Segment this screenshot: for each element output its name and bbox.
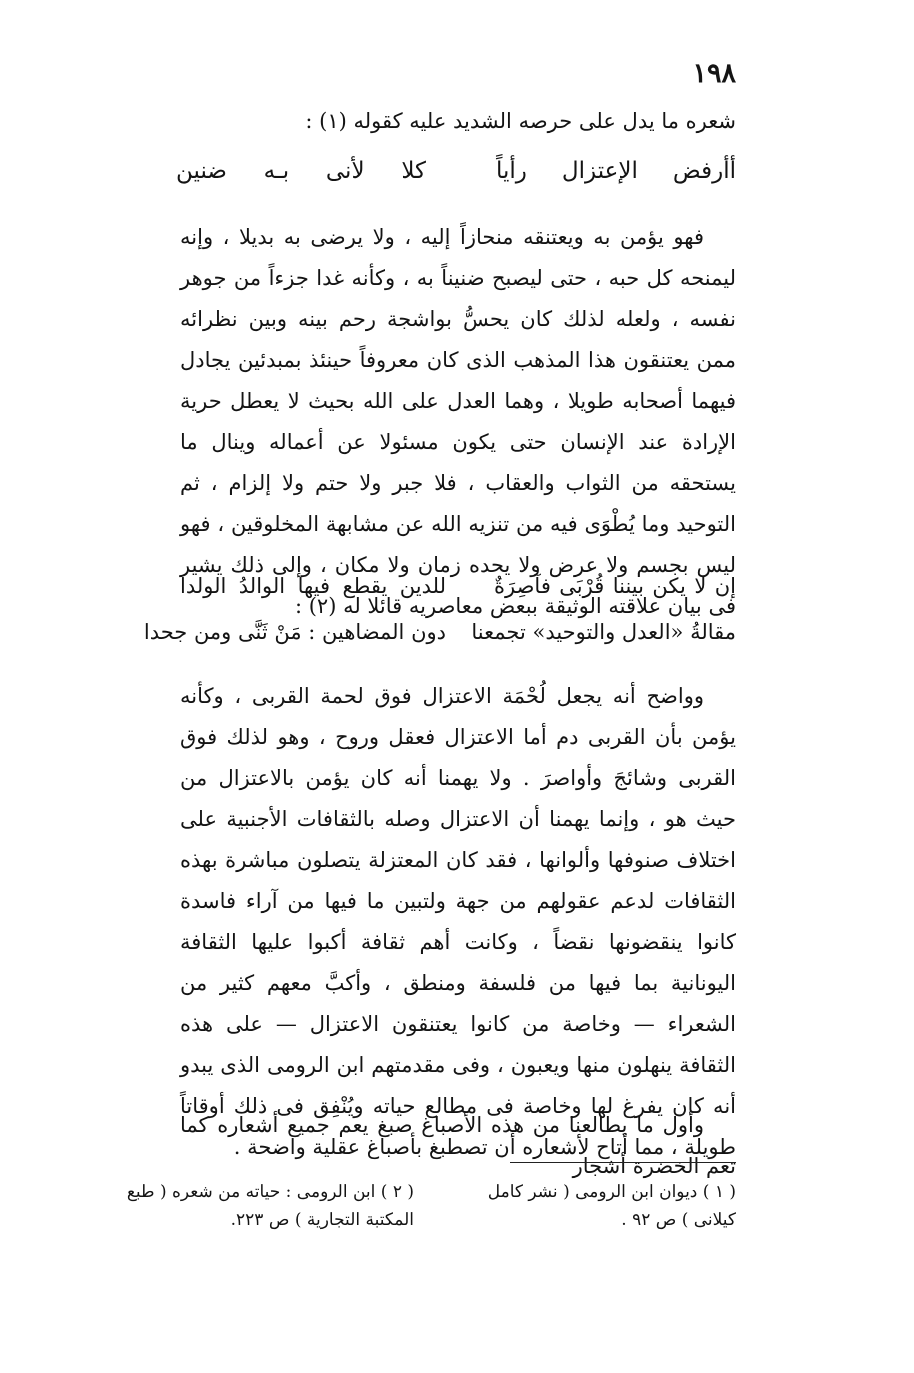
verse-2-line-2-hemistich-1: مقالةُ «العدل والتوحيد» تجمعنا — [471, 620, 736, 644]
verse-1-hemistich-1: أأرفض الإعتزال رأياً — [496, 158, 736, 184]
verse-1 — [176, 158, 736, 198]
verse-1-hemistich-2: كلا لأنى بـه ضنين — [176, 158, 426, 184]
paragraph-3-text: وأول ما يطالعنا من هذه الأصباغ صبغ يعم جميع أشعاره كما تعم الخضرة أشجار — [180, 1113, 736, 1178]
footnote-divider — [510, 1162, 736, 1163]
verse-2-line-2-hemistich-2: دون المضاهين : مَنْ ثَنَّى ومن جحدا — [143, 620, 446, 644]
verse-2 — [143, 574, 736, 666]
footnote-2: ( ٢ ) ابن الرومى : حياته من شعره ( طبع المكتبة التجارية ) ص ٢٢٣. — [126, 1182, 414, 1230]
verse-2-line-2 — [143, 620, 736, 666]
paragraph-1-text: فهو يؤمن به ويعتنقه منحازاً إليه ، ولا يرضى به بديلا ، وإنه ليمنحه كل حبه ، حتى ليصبح ضنيناً به ، وكأنه غدا جزءاً من جوهر نفسه ، ولعله لذلك كان يحسُّ بواشجة رحم بينه وبين نظرائه ممن يعتنقون هذا المذهب الذى كان معروفاً حينئذ بمبدئين يجادل فيهما أصحابه طويلا ، وهما العدل على الله بحيث لا يعطل حرية الإرادة عند الإنسان حتى يكون مسئولا عن أعماله وينال ما يستحقه من الثواب والعقاب ، فلا جبر ولا حتم ولا إلزام ، ثم التوحيد وما يُطْوَى فيه من تنزيه الله عن مشابهة المخلوقين ، فهو ليس بجسم ولا عرض ولا يحده زمان ولا مكان ، وإلى ذلك يشير فى بيان علاقته الوثيقة ببعض معاصريه قائلا له (٢) : — [180, 225, 736, 618]
verse-2-line-1-hemistich-2: للدين يقطع فيها الوالدُ الولدا — [180, 574, 446, 598]
paragraph-1 — [180, 217, 736, 627]
page-number: ١٩٨ — [692, 58, 736, 89]
verse-2-line-1 — [180, 574, 736, 620]
paragraph-2 — [180, 676, 736, 1168]
intro-line: شعره ما يدل على حرصه الشديد عليه كقوله (١) : — [305, 109, 736, 133]
footnote-1: ( ١ ) ديوان ابن الرومى ( نشر كامل كيلانى ) ص ٩٢ . — [487, 1182, 736, 1230]
verse-2-line-1-hemistich-1: إن لا يكن بيننا قُرْبَى فآصِرَةٌ — [494, 574, 736, 598]
paragraph-2-text: وواضح أنه يجعل لُحْمَة الاعتزال فوق لحمة القربى ، وكأنه يؤمن بأن القربى دم أما الاعتزال فعقل وروح ، وهو لذلك فوق القربى وشائجَ وأواصرَ . ولا يهمنا أنه كان يؤمن بالاعتزال من حيث هو ، وإنما يهمنا أن الاعتزال وصله بالثقافات الأجنبية على اختلاف صنوفها وألوانها ، فقد كان المعتزلة يتصلون مباشرة بهذه الثقافات لدعم عقولهم من جهة ولتبين ما فيها من آراء فاسدة كانوا ينقضونها نقضاً ، وكانت أهم ثقافة أكبوا عليها الثقافة اليونانية بما فيها من فلسفة ومنطق ، وأكبَّ معهم كثير من الشعراء — وخاصة من كانوا يعتنقون الاعتزال — على هذه الثقافة ينهلون منها ويعبون ، وفى مقدمتهم ابن الرومى الذى يبدو أنه كان يفرغ لها وخاصة فى مطالع حياته ويُنْفِق فى ذلك أوقاتاً طويلة ، مما أتاح لأشعاره أن تصطبغ بأصباغ عقلية واضحة . — [180, 684, 736, 1159]
paragraph-3 — [180, 1105, 736, 1187]
